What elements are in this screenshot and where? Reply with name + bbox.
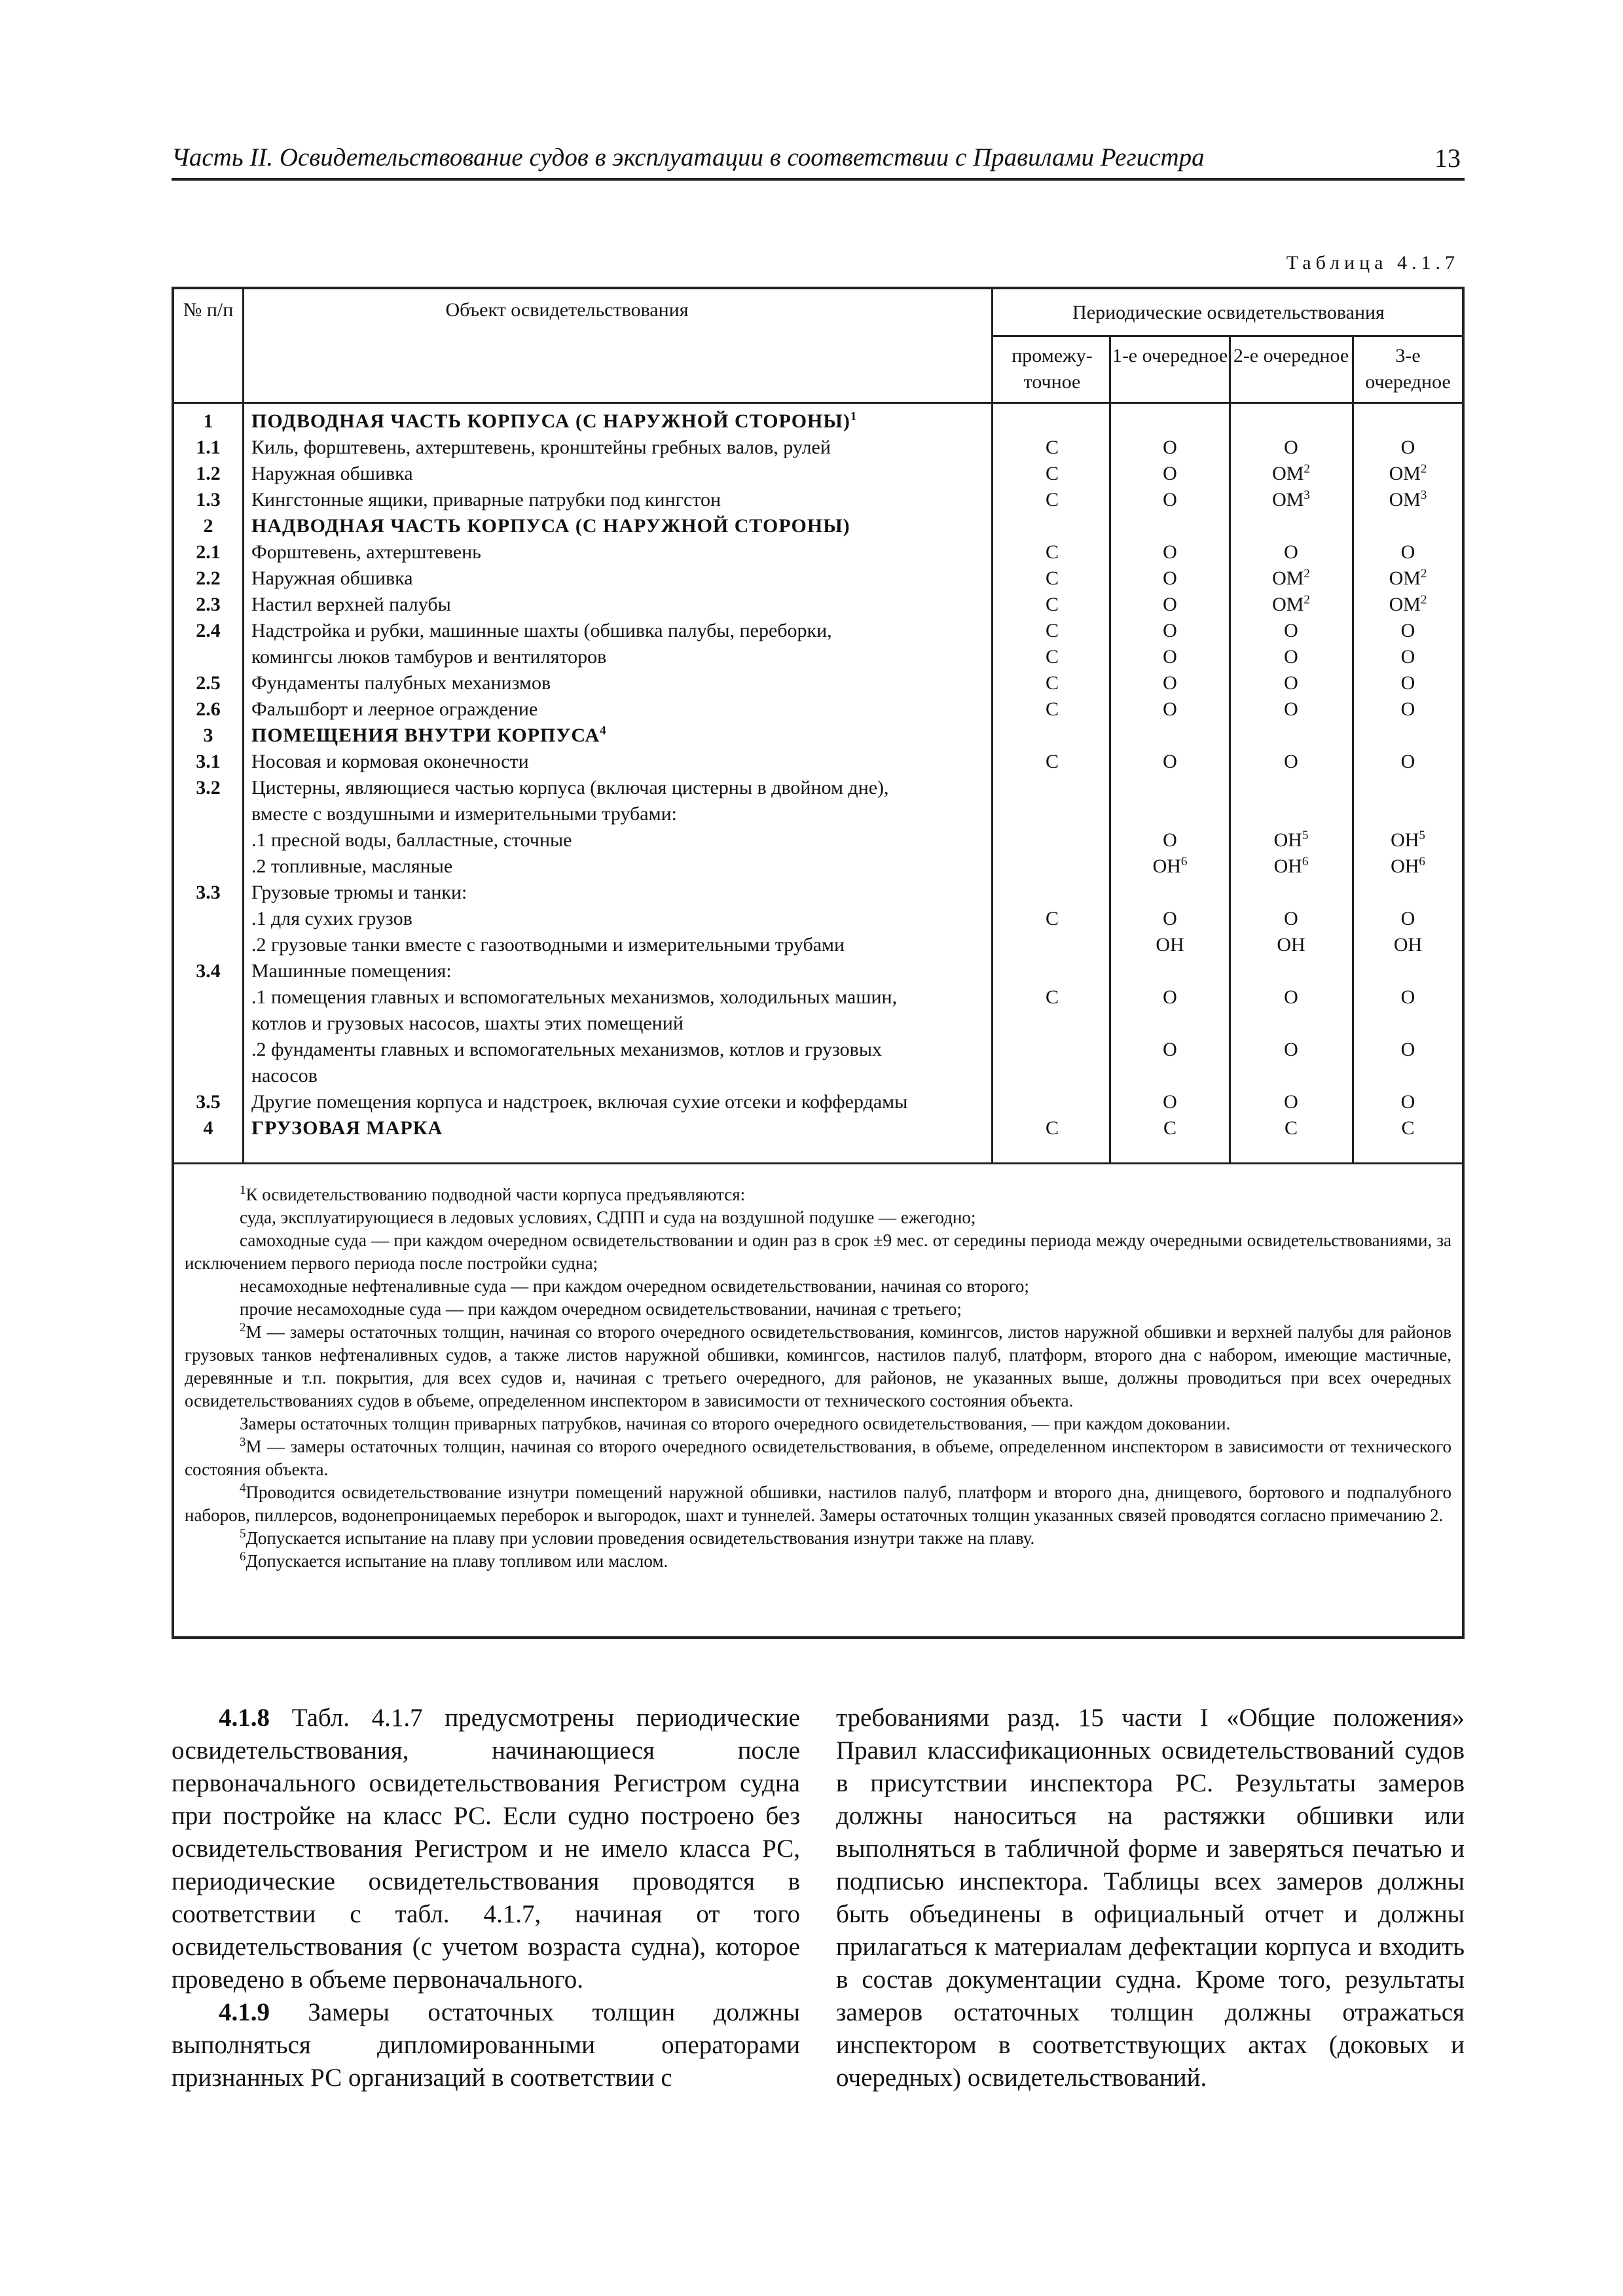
survey-cell-col3 <box>1231 906 1351 932</box>
survey-mark: ОМ <box>1389 594 1421 615</box>
survey-mark: С <box>1045 437 1059 458</box>
row-number: 2.5 <box>196 672 221 694</box>
survey-cell-col4 <box>1354 1089 1462 1115</box>
survey-mark: О <box>1284 908 1298 929</box>
footnote-ref: 3 <box>1304 488 1310 502</box>
survey-mark: С <box>1045 986 1059 1008</box>
survey-mark: О <box>1400 620 1415 641</box>
footnote-ref: 2 <box>1304 462 1310 476</box>
survey-cell-col1 <box>995 670 1109 696</box>
body-column-right <box>836 1702 1465 2094</box>
footnote-ref: 5 <box>1419 829 1425 842</box>
survey-cell-col2 <box>1111 539 1229 565</box>
row-object-text: Кингстонные ящики, приварные патрубки под кингстон <box>251 489 721 511</box>
row-object-text: Настил верхней палубы <box>251 594 451 615</box>
survey-cell-col2 <box>1111 984 1229 1011</box>
paragraph-4-1-9 <box>172 1996 800 2094</box>
row-object-text: ГРУЗОВАЯ МАРКА <box>251 1117 443 1139</box>
row-object <box>251 853 986 880</box>
row-object-text: Грузовые трюмы и танки: <box>251 882 467 903</box>
survey-mark: С <box>1045 672 1059 694</box>
row-object <box>251 461 986 487</box>
row-object-text: вместе с воздушными и измерительными трубами: <box>251 803 677 825</box>
survey-mark: ОН <box>1273 829 1302 851</box>
survey-mark: С <box>1045 698 1059 720</box>
header-second-renewal: 2-е очередное <box>1233 345 1349 367</box>
footnote-ref: 5 <box>1302 829 1309 842</box>
footnote-ref: 6 <box>1419 855 1425 869</box>
footnote-marker: 6 <box>240 1550 246 1564</box>
survey-cell-col2 <box>1111 435 1229 461</box>
clause-number: 4.1.8 <box>219 1704 270 1732</box>
survey-cell-col2 <box>1111 932 1229 958</box>
survey-cell-col3 <box>1231 539 1351 565</box>
footnote-ref: 2 <box>1304 593 1310 607</box>
header-third-renewal: 3-е очередное <box>1365 345 1451 393</box>
survey-cell-col3 <box>1231 435 1351 461</box>
survey-mark: ОМ <box>1272 594 1304 615</box>
survey-mark: О <box>1163 620 1177 641</box>
survey-mark: О <box>1284 672 1298 694</box>
survey-cell-col4 <box>1354 984 1462 1011</box>
survey-mark: О <box>1400 908 1415 929</box>
clause-number: 4.1.9 <box>219 1998 270 2026</box>
footnote-marker: 5 <box>240 1527 246 1541</box>
survey-cell-col1 <box>995 696 1109 723</box>
row-object <box>251 984 986 1011</box>
row-object-text: Цистерны, являющиеся частью корпуса (включая цистерны в двойном дне), <box>251 777 889 798</box>
survey-mark: С <box>1045 463 1059 484</box>
footnote-ref: 6 <box>1180 855 1188 869</box>
grid-line <box>174 1162 1462 1164</box>
survey-mark: ОН <box>1391 855 1419 877</box>
survey-table <box>172 287 1465 1639</box>
survey-cell-col2 <box>1111 461 1229 487</box>
survey-cell-col4 <box>1354 670 1462 696</box>
row-object-text: .1 пресной воды, балластные, сточные <box>251 829 572 851</box>
row-object-text: .2 фундаменты главных и вспомогательных механизмов, котлов и грузовых <box>251 1039 882 1060</box>
survey-cell-col1 <box>995 618 1109 644</box>
survey-mark: С <box>1045 908 1059 929</box>
row-number: 2.3 <box>196 594 221 615</box>
footnote <box>185 1229 1451 1275</box>
row-object <box>251 696 986 723</box>
row-object-text: Машинные помещения: <box>251 960 452 982</box>
survey-cell-col3 <box>1231 1089 1351 1115</box>
survey-cell-col2 <box>1111 827 1229 853</box>
survey-cell-col3 <box>1231 1115 1351 1141</box>
survey-cell-col4 <box>1354 906 1462 932</box>
section-heading <box>251 723 986 749</box>
survey-cell-col2 <box>1111 749 1229 775</box>
header-num: № п/п <box>183 299 234 321</box>
survey-cell-col4 <box>1354 435 1462 461</box>
grid-line <box>174 402 1462 404</box>
survey-mark: О <box>1163 437 1177 458</box>
row-number: 1.2 <box>196 463 221 484</box>
survey-mark: С <box>1045 751 1059 772</box>
footnote-ref: 2 <box>1420 593 1427 607</box>
section-heading <box>251 513 986 539</box>
row-object <box>251 1089 986 1115</box>
row-object <box>251 749 986 775</box>
survey-mark: С <box>1045 620 1059 641</box>
survey-cell-col3 <box>1231 618 1351 644</box>
row-object <box>251 565 986 592</box>
survey-cell-col4 <box>1354 827 1462 853</box>
row-object-text: котлов и грузовых насосов, шахты этих помещений <box>251 1013 684 1034</box>
survey-cell-col4 <box>1354 539 1462 565</box>
footnote <box>185 1206 1451 1229</box>
row-object-text: Надстройка и рубки, машинные шахты (обшивка палубы, переборки, <box>251 620 832 641</box>
footnote <box>185 1275 1451 1298</box>
survey-mark: О <box>1163 986 1177 1008</box>
survey-mark: ОМ <box>1389 489 1421 511</box>
survey-mark: О <box>1163 646 1177 668</box>
survey-mark: С <box>1045 1117 1059 1139</box>
survey-mark: О <box>1400 437 1415 458</box>
survey-cell-col2 <box>1111 565 1229 592</box>
grid-line <box>991 289 993 1162</box>
survey-cell-col2 <box>1111 670 1229 696</box>
survey-cell-col4 <box>1354 749 1462 775</box>
row-object <box>251 1011 986 1037</box>
survey-mark: О <box>1400 541 1415 563</box>
row-object-text: ПОДВОДНАЯ ЧАСТЬ КОРПУСА (С НАРУЖНОЙ СТОРОНЫ) <box>251 410 850 432</box>
survey-cell-col3 <box>1231 984 1351 1011</box>
running-header <box>172 137 1465 181</box>
footnote <box>185 1298 1451 1321</box>
survey-cell-col1 <box>995 906 1109 932</box>
footnote-text: М — замеры остаточных толщин, начиная со второго очередного освидетельствования, в объеме, определенном инспектором в зависимости от технического состояния объекта. <box>185 1437 1451 1479</box>
row-object <box>251 670 986 696</box>
survey-mark: О <box>1400 1091 1415 1113</box>
survey-cell-col2 <box>1111 1037 1229 1063</box>
row-number: 3.2 <box>196 777 221 798</box>
footnote-marker: 1 <box>240 1183 246 1197</box>
survey-cell-col3 <box>1231 853 1351 880</box>
survey-cell-col1 <box>995 539 1109 565</box>
paragraph-4-1-8 <box>172 1702 800 1996</box>
row-object <box>251 1063 986 1089</box>
row-object-text: Носовая и кормовая оконечности <box>251 751 529 772</box>
survey-mark: О <box>1284 1091 1298 1113</box>
footnote-text: несамоходные нефтеналивные суда — при каждом очередном освидетельствовании, начиная со второго; <box>240 1276 1029 1296</box>
survey-mark: С <box>1045 646 1059 668</box>
row-object <box>251 801 986 827</box>
row-object-text: .1 для сухих грузов <box>251 908 412 929</box>
survey-mark: О <box>1163 567 1177 589</box>
row-object <box>251 958 986 984</box>
survey-cell-col3 <box>1231 461 1351 487</box>
survey-cell-col4 <box>1354 1037 1462 1063</box>
footnote-ref: 4 <box>600 724 607 738</box>
survey-mark: О <box>1163 672 1177 694</box>
survey-mark: ОН <box>1393 934 1423 956</box>
survey-cell-col1 <box>995 461 1109 487</box>
survey-mark: ОМ <box>1272 489 1304 511</box>
survey-mark: ОМ <box>1389 567 1421 589</box>
footnote-marker: 4 <box>240 1481 246 1495</box>
row-number: 3.1 <box>196 751 221 772</box>
survey-mark: ОН <box>1156 934 1184 956</box>
row-object-text: .2 грузовые танки вместе с газоотводными и измерительными трубами <box>251 934 845 956</box>
section-heading <box>251 1115 986 1141</box>
footnote <box>185 1412 1451 1435</box>
survey-cell-col3 <box>1231 670 1351 696</box>
survey-cell-col1 <box>995 749 1109 775</box>
header-intermediate: промежу-точное <box>1012 345 1093 393</box>
survey-mark: О <box>1284 541 1298 563</box>
survey-mark: О <box>1163 1091 1177 1113</box>
row-object <box>251 435 986 461</box>
survey-mark: О <box>1163 463 1177 484</box>
survey-mark: ОН <box>1277 934 1305 956</box>
grid-line <box>242 289 244 1162</box>
row-number: 1 <box>203 410 213 432</box>
survey-cell-col2 <box>1111 1115 1229 1141</box>
survey-mark: ОН <box>1391 829 1419 851</box>
footnote-ref: 2 <box>1304 567 1310 581</box>
survey-mark: О <box>1400 672 1415 694</box>
row-object-text: Наружная обшивка <box>251 463 413 484</box>
row-object <box>251 539 986 565</box>
footnote-ref: 2 <box>1420 462 1427 476</box>
footnote-ref: 1 <box>850 410 858 423</box>
survey-cell-col3 <box>1231 749 1351 775</box>
row-object-text: Фундаменты палубных механизмов <box>251 672 551 694</box>
survey-mark: О <box>1284 1039 1298 1060</box>
survey-cell-col2 <box>1111 696 1229 723</box>
survey-mark: С <box>1045 594 1059 615</box>
footnote-text: прочие несамоходные суда — при каждом очередном освидетельствовании, начиная с третьего; <box>240 1299 962 1319</box>
row-object-text: комингсы люков тамбуров и вентиляторов <box>251 646 607 668</box>
row-object <box>251 932 986 958</box>
row-object-text: Форштевень, ахтерштевень <box>251 541 481 563</box>
row-number: 2.6 <box>196 698 221 720</box>
survey-cell-col2 <box>1111 1089 1229 1115</box>
survey-mark: ОН <box>1152 855 1181 877</box>
footnote-ref: 6 <box>1302 855 1309 869</box>
row-object <box>251 1037 986 1063</box>
footnote-marker: 3 <box>240 1435 246 1449</box>
row-number: 3.4 <box>196 960 221 982</box>
survey-mark: О <box>1163 908 1177 929</box>
survey-mark: О <box>1163 829 1177 851</box>
row-number: 4 <box>203 1117 213 1139</box>
row-object <box>251 644 986 670</box>
footnote-ref: 2 <box>1420 567 1427 581</box>
row-object-text: Другие помещения корпуса и надстроек, включая сухие отсеки и коффердамы <box>251 1091 908 1113</box>
footnote-text: Замеры остаточных толщин приварных патрубков, начиная со второго очередного освидетельствования, — при каждом доковании. <box>240 1414 1231 1433</box>
footnote <box>185 1550 1451 1573</box>
survey-mark: О <box>1400 986 1415 1008</box>
survey-cell-col1 <box>995 592 1109 618</box>
footnote <box>185 1481 1451 1527</box>
survey-mark: О <box>1400 698 1415 720</box>
survey-mark: О <box>1400 751 1415 772</box>
row-object <box>251 775 986 801</box>
survey-cell-col4 <box>1354 644 1462 670</box>
row-number: 2.4 <box>196 620 221 641</box>
row-object-text: Фальшборт и леерное ограждение <box>251 698 538 720</box>
survey-cell-col3 <box>1231 487 1351 513</box>
footnote-text: Допускается испытание на плаву топливом или маслом. <box>246 1551 668 1571</box>
survey-mark: О <box>1284 437 1298 458</box>
footnote <box>185 1527 1451 1550</box>
row-number: 1.1 <box>196 437 221 458</box>
page-number: 13 <box>1434 143 1461 173</box>
footnote <box>185 1183 1451 1206</box>
survey-cell-col4 <box>1354 592 1462 618</box>
clause-text: Табл. 4.1.7 предусмотрены периодические освидетельствования, начинающиеся после первоначального освидетельствования Регистром судна при постройке на класс РС. Если судно построено без освидетельствования Регистром и не имело класса РС, периодические освидетельствования проводятся в соответствии с табл. 4.1.7, начиная от того освидетельствования (с учетом возраста судна), которое проведено в объеме первоначального. <box>172 1704 800 1994</box>
survey-cell-col1 <box>995 644 1109 670</box>
survey-cell-col1 <box>995 435 1109 461</box>
row-object <box>251 827 986 853</box>
survey-cell-col3 <box>1231 827 1351 853</box>
footnote-text: М — замеры остаточных толщин, начиная со второго очередного освидетельствования, комингсов, листов наружной обшивки и верхней палубы для районов грузовых танков нефтеналивных судов, а также листов наружной обшивки, комингсов, настилов палуб, платформ, второго дна с набором, имеющие мастичные, деревянные и т.п. покрытия, для всех судов и, начиная с третьего очередного, для районов, не указанных выше, должны проводиться при всех очередных освидетельствованиях судов в объеме, определенном инспектором в зависимости от технического состояния объекта. <box>185 1322 1451 1410</box>
survey-mark: О <box>1284 751 1298 772</box>
header-first-renewal: 1-е очередное <box>1112 345 1228 367</box>
section-heading <box>251 408 986 435</box>
footnote-text: Допускается испытание на плаву при условии проведения освидетельствования изнутри также на плаву. <box>246 1528 1035 1548</box>
survey-cell-col3 <box>1231 1037 1351 1063</box>
survey-mark: С <box>1045 489 1059 511</box>
footnote <box>185 1321 1451 1412</box>
header-object: Объект освидетельствования <box>445 299 689 321</box>
row-object <box>251 618 986 644</box>
table-caption: Таблица 4.1.7 <box>1286 252 1459 274</box>
survey-mark: С <box>1045 567 1059 589</box>
survey-cell-col3 <box>1231 696 1351 723</box>
survey-cell-col4 <box>1354 565 1462 592</box>
survey-mark: О <box>1163 698 1177 720</box>
row-object-text: ПОМЕЩЕНИЯ ВНУТРИ КОРПУСА <box>251 725 600 746</box>
survey-mark: ОМ <box>1272 463 1304 484</box>
header-periodic: Периодические освидетельствования <box>1072 302 1385 323</box>
survey-cell-col2 <box>1111 487 1229 513</box>
footnote-text: самоходные суда — при каждом очередном освидетельствовании и один раз в срок ±9 мес. от середины периода между очередными освидетельствованиями, за исключением первого периода после постройки судна; <box>185 1230 1451 1273</box>
survey-cell-col1 <box>995 565 1109 592</box>
survey-mark: ОМ <box>1272 567 1304 589</box>
survey-cell-col1 <box>995 1115 1109 1141</box>
paragraph-continuation: требованиями разд. 15 части I «Общие положения» Правил классификационных освидетельствований судов в присутствии инспектора РС. Результаты замеров должны наноситься на растяжки обшивки или выполняться в табличной форме и заверяться печатью и подписью инспектора. Таблицы всех замеров должны быть объединены в официальный отчет и должны прилагаться к материалам дефектации корпуса и входить в состав документации судна. Кроме того, результаты замеров остаточных толщин должны отражаться инспектором в соответствующих актах (доковых и очередных) освидетельствований. <box>836 1704 1465 2092</box>
survey-mark: О <box>1400 646 1415 668</box>
survey-cell-col2 <box>1111 592 1229 618</box>
survey-mark: С <box>1163 1117 1176 1139</box>
row-number: 1.3 <box>196 489 221 511</box>
survey-mark: О <box>1284 646 1298 668</box>
survey-cell-col4 <box>1354 932 1462 958</box>
row-object-text: Киль, форштевень, ахтерштевень, кронштейны гребных валов, рулей <box>251 437 831 458</box>
survey-cell-col2 <box>1111 644 1229 670</box>
survey-mark: О <box>1284 986 1298 1008</box>
row-number: 3 <box>203 725 213 746</box>
row-object-text: насосов <box>251 1065 318 1086</box>
survey-cell-col2 <box>1111 906 1229 932</box>
survey-mark: О <box>1163 1039 1177 1060</box>
header-title: Часть II. Освидетельствование судов в эксплуатации в соответствии с Правилами Регистра <box>172 143 1205 171</box>
row-number: 2.2 <box>196 567 221 589</box>
footnote-text: Проводится освидетельствование изнутри помещений наружной обшивки, настилов палуб, платформ и второго дна, днищевого, бортового и подпалубного наборов, пиллерсов, водонепроницаемых переборок и выгородок, шахт и туннелей. Замеры остаточных толщин указанных связей проводятся согласно примечанию 2. <box>185 1482 1451 1525</box>
survey-cell-col2 <box>1111 618 1229 644</box>
survey-mark: О <box>1284 620 1298 641</box>
row-object-text: .2 топливные, масляные <box>251 855 453 877</box>
survey-mark: С <box>1401 1117 1415 1139</box>
survey-cell-col2 <box>1111 853 1229 880</box>
row-object-text: НАДВОДНАЯ ЧАСТЬ КОРПУСА (С НАРУЖНОЙ СТОРОНЫ) <box>251 515 850 537</box>
table-footnotes <box>174 1172 1462 1573</box>
survey-cell-col3 <box>1231 565 1351 592</box>
clause-text: Замеры остаточных толщин должны выполняться дипломированными операторами признанных РС организаций в соответствии с <box>172 1998 801 2092</box>
row-object-text: .1 помещения главных и вспомогательных механизмов, холодильных машин, <box>251 986 898 1008</box>
survey-mark: ОН <box>1273 855 1302 877</box>
row-number: 3.3 <box>196 882 221 903</box>
row-object <box>251 592 986 618</box>
row-object-text: Наружная обшивка <box>251 567 413 589</box>
footnote-text: суда, эксплуатирующиеся в ледовых условиях, СДПП и суда на воздушной подушке — ежегодно; <box>240 1208 976 1227</box>
survey-mark: О <box>1163 489 1177 511</box>
footnote-marker: 2 <box>240 1321 246 1335</box>
footnote-ref: 3 <box>1420 488 1427 502</box>
footnote-text: К освидетельствованию подводной части корпуса предъявляются: <box>246 1185 746 1204</box>
survey-cell-col3 <box>1231 932 1351 958</box>
survey-cell-col3 <box>1231 592 1351 618</box>
row-object <box>251 487 986 513</box>
survey-mark: О <box>1163 594 1177 615</box>
survey-cell-col3 <box>1231 644 1351 670</box>
survey-mark: О <box>1163 751 1177 772</box>
survey-cell-col4 <box>1354 487 1462 513</box>
row-object <box>251 880 986 906</box>
survey-mark: С <box>1045 541 1059 563</box>
survey-cell-col4 <box>1354 461 1462 487</box>
footnote <box>185 1435 1451 1481</box>
survey-cell-col1 <box>995 984 1109 1011</box>
row-object <box>251 906 986 932</box>
row-number: 3.5 <box>196 1091 221 1113</box>
row-number: 2.1 <box>196 541 221 563</box>
survey-mark: О <box>1163 541 1177 563</box>
survey-mark: ОМ <box>1389 463 1421 484</box>
survey-cell-col4 <box>1354 853 1462 880</box>
body-column-left <box>172 1702 800 2094</box>
survey-mark: С <box>1284 1117 1298 1139</box>
survey-cell-col4 <box>1354 1115 1462 1141</box>
survey-cell-col1 <box>995 487 1109 513</box>
survey-cell-col4 <box>1354 696 1462 723</box>
survey-cell-col4 <box>1354 618 1462 644</box>
row-number: 2 <box>203 515 213 537</box>
survey-mark: О <box>1400 1039 1415 1060</box>
grid-line <box>991 335 1462 337</box>
survey-mark: О <box>1284 698 1298 720</box>
